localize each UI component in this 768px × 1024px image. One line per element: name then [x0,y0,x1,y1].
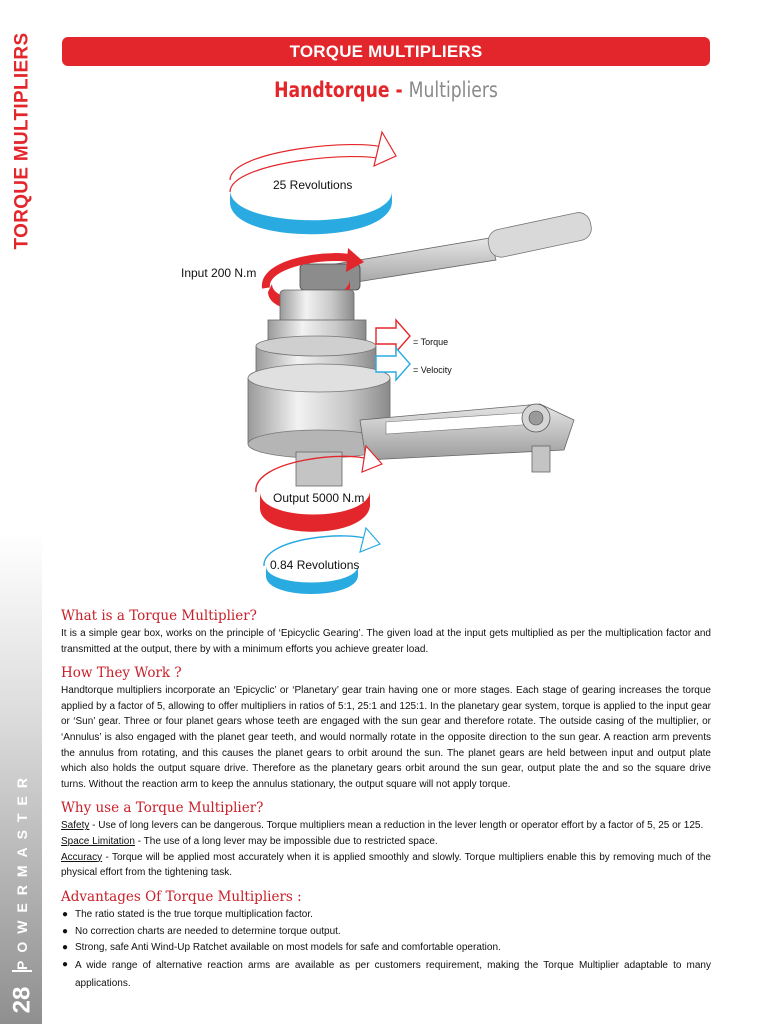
why-term-space: Space Limitation [61,835,135,847]
content-body [61,606,711,993]
why-item-safety [61,818,711,834]
list-item [61,924,711,941]
bullet-icon: ● [62,942,69,954]
why-text-space: - The use of a long lever may be impossible due to restricted space. [134,835,438,847]
list-item-text: Strong, safe Anti Wind-Up Ratchet available on most models for safe and comfortable operation. [75,942,501,954]
label-revolutions-bottom: 0.84 Revolutions [270,558,360,572]
bullet-icon: ● [62,908,69,920]
heading-what: What is a Torque Multiplier? [61,608,257,624]
list-item-text: No correction charts are needed to determine torque output. [75,925,341,937]
label-output: Output 5000 N.m [273,491,365,505]
reaction-arm [360,404,574,472]
text-what: It is a simple gear box, works on the principle of ‘Epicyclic Gearing’. The given load at the input gets multiplied as per the multiplication factor and transmitted at the output, there by with a minimum efforts you achieve greater load. [61,628,711,655]
sidebar-divider [12,970,32,972]
diagram-illustration [160,120,620,600]
list-item [61,957,711,993]
why-item-accuracy [61,850,711,881]
subtitle-red: Handtorque - [274,78,403,102]
why-item-space [61,834,711,850]
list-item-text: A wide range of alternative reaction arms are available as per customers requirement, making the Torque Multiplier adaptable to many applications. [75,960,711,990]
advantages-list [61,907,711,993]
sidebar-vertical-title [4,32,40,250]
brand-text: POWERMASTER [14,770,30,970]
why-text-safety: - Use of long levers can be dangerous. Torque multipliers mean a reduction in the lever length or operator effort by a factor of 5, 25 or 125. [89,820,704,832]
why-text-accuracy: - Torque will be applied most accurately when it is applied smoothly and slowly. Torque multipliers enable this by removing much of the physical effort from the tightening task. [61,851,711,879]
why-term-accuracy: Accuracy [61,851,103,863]
sidebar-title-text: TORQUE MULTIPLIERS [11,32,32,250]
heading-advantages: Advantages Of Torque Multipliers : [61,888,302,905]
list-item [61,940,711,957]
page-number [4,980,40,1020]
list-item-text: The ratio stated is the true torque multiplication factor. [75,908,313,920]
legend-velocity: = Velocity [413,365,452,375]
text-how: Handtorque multipliers incorporate an ‘Epicyclic’ or ‘Planetary’ gear train having one or more stages. Each stage of gearing increases the torque applied by a factor of 5, allowing to offer multipliers in ratios of 5:1, 25:1 and 125:1. In the planetary gear system, torque is applied to the input gear or ‘Sun’ gear. Three or four planet gears whose teeth are engaged with the sun gear and therefore rotate. The outside casing of the multiplier, or ‘Annulus’ is also engaged with the planet gear teeth, and would normally rotate in the opposite direction to the sun gear. A reaction arm prevents the annulus from rotating, and this causes the planet gears to orbit around the sun. The planet gears are held between input and output plate which also holds the output square drive. Therefore as the planetary gears orbit around the sun gear, output plate the and so the square drive turns. Without the reaction arm to keep the annulus stationary, the output square will not apply torque. [61,685,711,790]
header-banner [62,37,710,66]
page-subtitle [120,78,651,102]
bullet-icon: ● [62,925,69,937]
heading-how: How They Work ? [61,665,182,682]
header-title: TORQUE MULTIPLIERS [289,41,483,61]
sidebar-brand [4,770,40,970]
heading-why: Why use a Torque Multiplier? [61,800,264,817]
why-term-safety: Safety [61,820,90,832]
subtitle-gray: Multipliers [408,78,498,102]
list-item [61,907,711,924]
page-number-text: 28 [7,986,35,1014]
torque-legend-arrow [376,320,410,352]
torque-multiplier-diagram [160,120,620,600]
legend-torque: = Torque [413,337,449,347]
bullet-icon: ● [62,959,69,971]
label-revolutions-top: 25 Revolutions [273,178,353,192]
label-input: Input 200 N.m [181,266,257,280]
